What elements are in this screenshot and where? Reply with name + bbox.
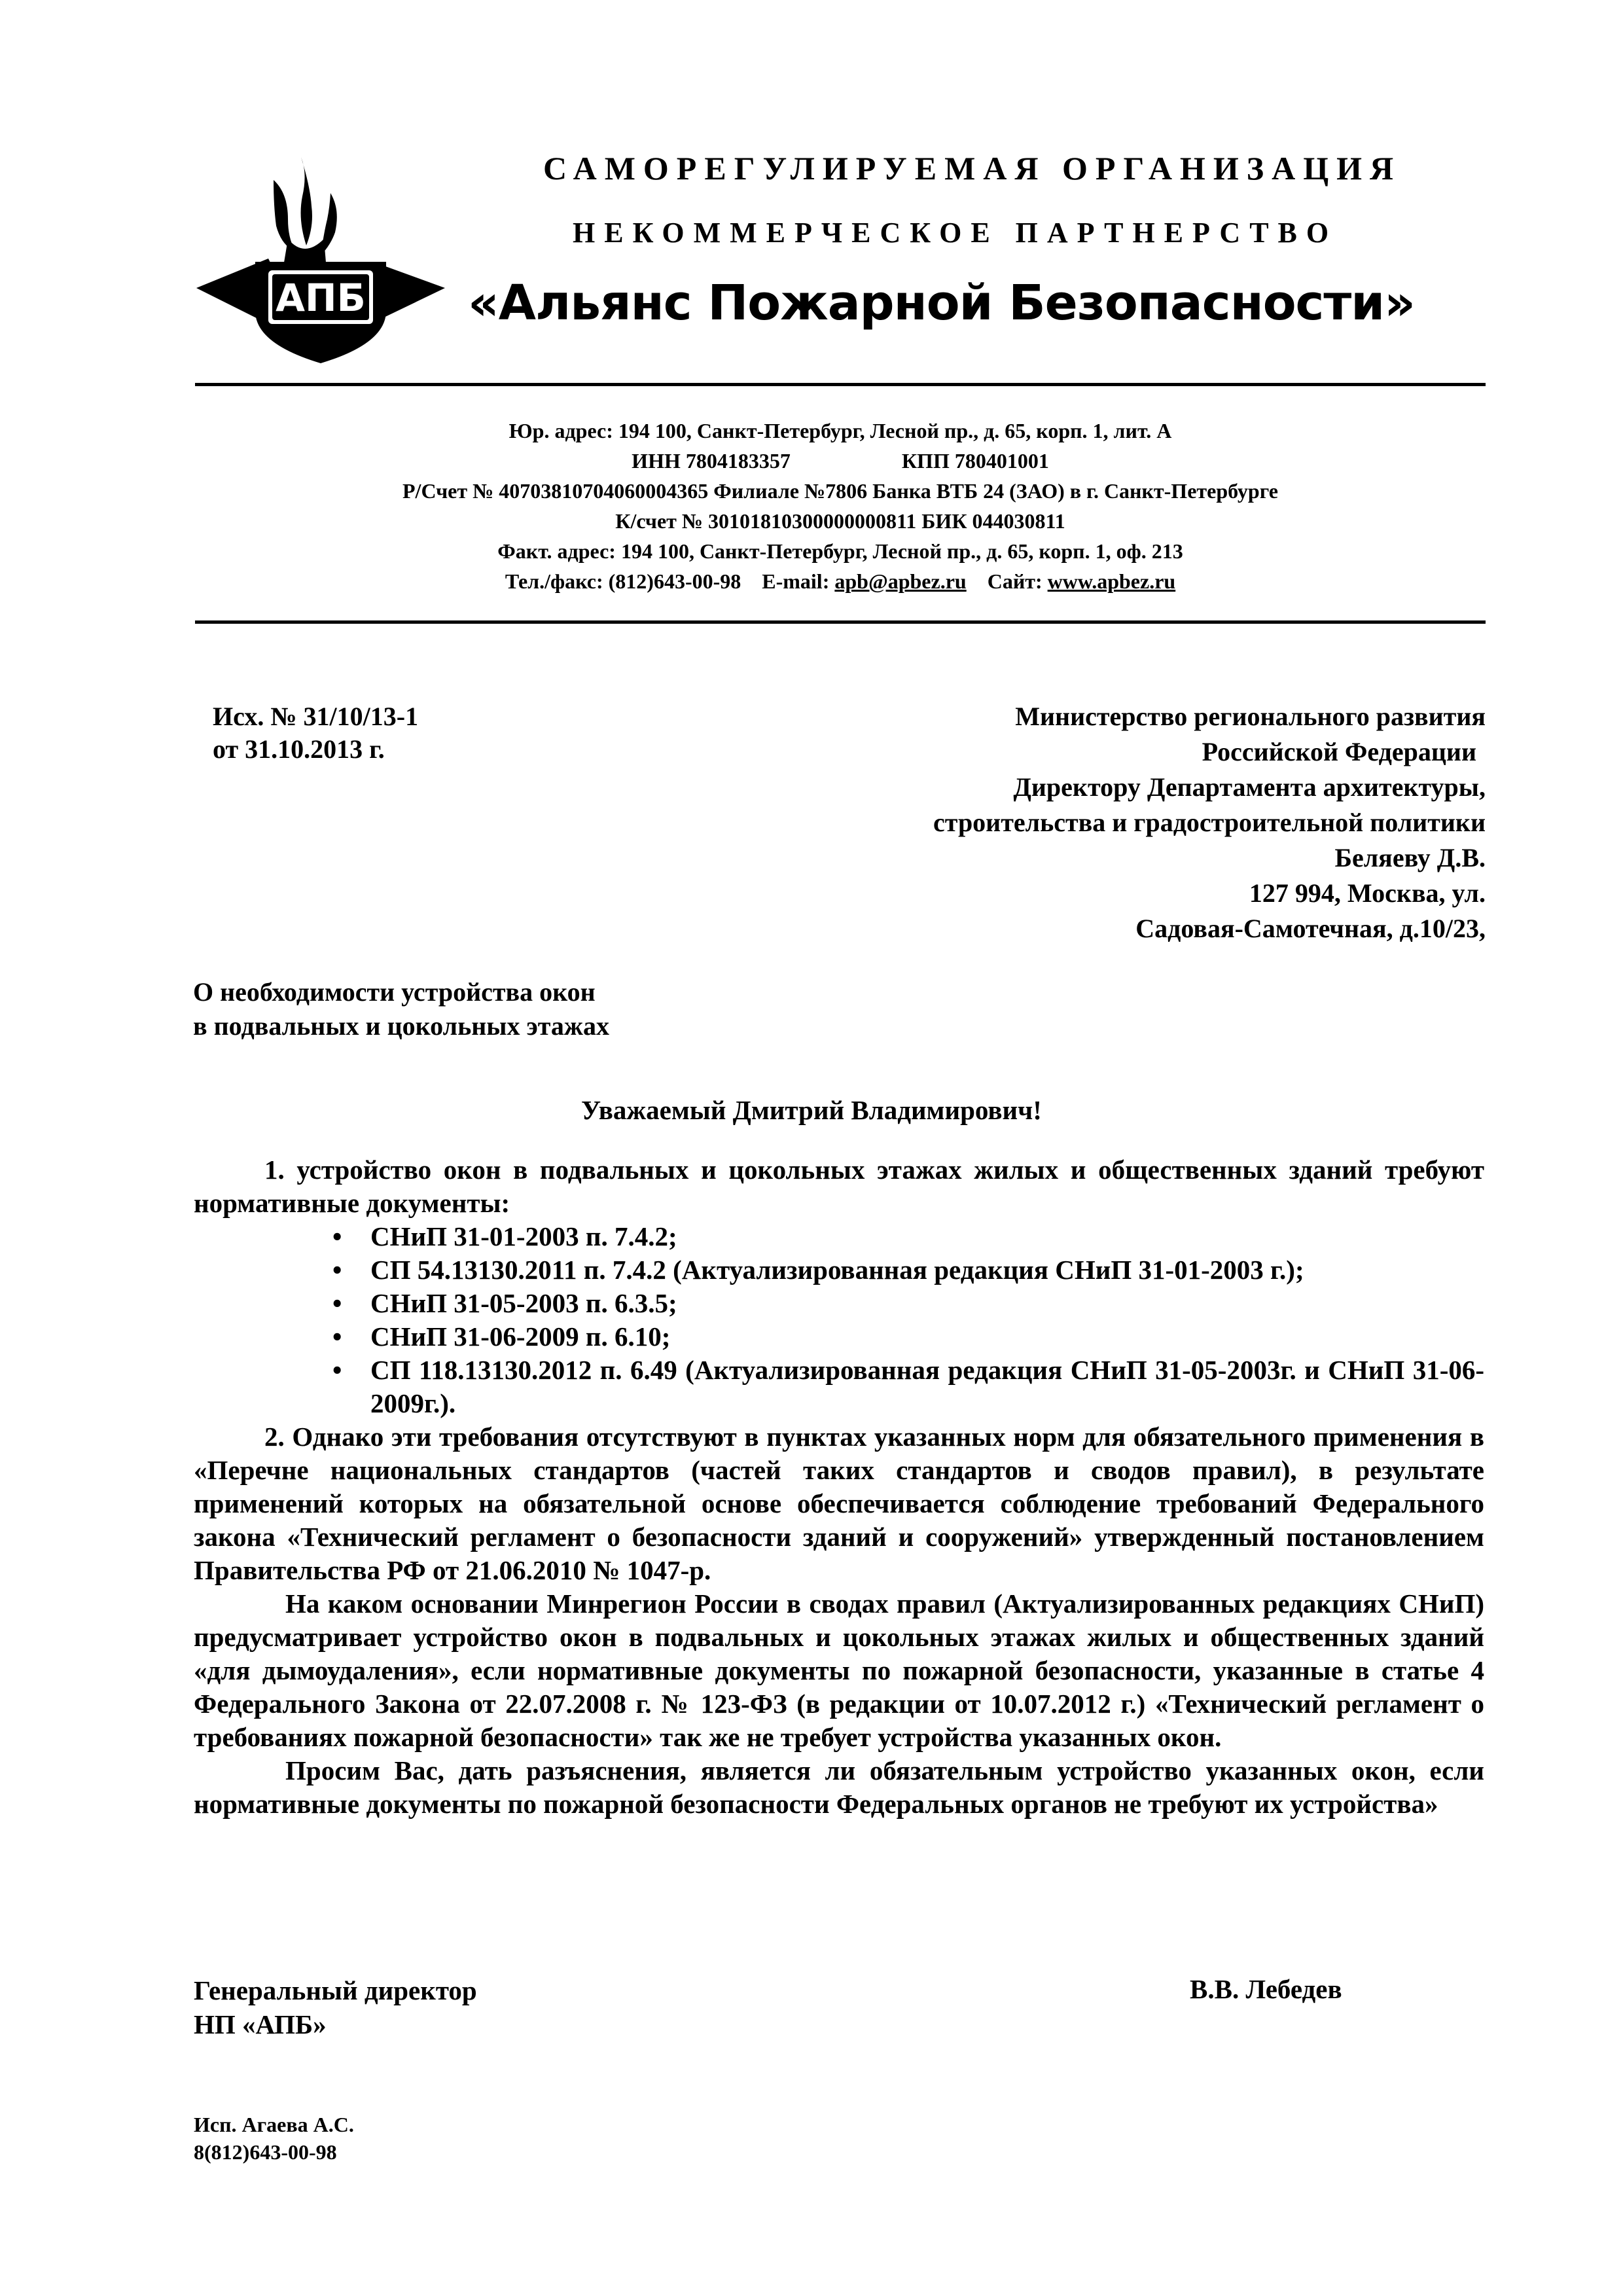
apb-logo-emblem — [190, 147, 452, 370]
greeting: Уважаемый Дмитрий Владимирович! — [581, 1095, 1042, 1125]
addressee-line: Российской Федерации — [1202, 737, 1476, 766]
requisites-corr-account: К/счет № 30101810300000000811 БИК 044030811 — [615, 509, 1065, 533]
letter-subject — [193, 975, 609, 1043]
executor-phone: 8(812)643-00-98 — [194, 2140, 337, 2164]
requisites-inn-kpp — [195, 449, 1486, 473]
email-link[interactable]: apb@apbez.ru — [834, 569, 967, 593]
letter-body — [194, 1153, 1484, 1821]
addressee-line: Беляеву Д.В. — [1334, 843, 1486, 872]
phone-text: Тел./факс: (812)643-00-98 — [505, 569, 741, 593]
org-name: «Альянс Пожарной Безопасности» — [468, 275, 1415, 331]
addressee-line: 127 994, Москва, ул. — [1249, 878, 1486, 908]
requisites-account: Р/Счет № 40703810704060004365 Филиале №7806 Банка ВТБ 24 (ЗАО) в г. Санкт-Петербурге — [402, 479, 1278, 503]
signature-block — [194, 1973, 477, 2041]
outgoing-date: от 31.10.2013 г. — [213, 734, 385, 764]
norms-list — [194, 1220, 1484, 1420]
outgoing-number-block — [213, 700, 418, 766]
paragraph-3: На каком основании Минрегион России в сводах правил (Актуализированных редакциях СНиП) предусматривает устройство окон в подвальных и цокольных этажах жилых и общественных зданий «для дымоудаления», если нормативные документы по пожарной безопасности, указанные в статье 4 Федерального Закона от 22.07.2008 г. № 123-ФЗ (в редакции от 10.07.2012 г.) «Технический регламент о требованиях пожарной безопасности» так же не требует устройства указанных окон. — [194, 1588, 1484, 1752]
paragraph-1: 1. устройство окон в подвальных и цокольных этажах жилых и общественных зданий требуют нормативные документы: — [194, 1155, 1484, 1218]
addressee-line: Садовая-Самотечная, д.10/23, — [1135, 914, 1486, 943]
addressee-line: строительства и градостроительной политики — [933, 808, 1486, 837]
logo-text: АПБ — [276, 276, 366, 320]
requisites-contacts — [195, 569, 1486, 594]
subject-line: О необходимости устройства окон — [193, 977, 596, 1007]
paragraph-2: 2. Однако эти требования отсутствуют в пунктах указанных норм для обязательного применения в «Перечне национальных стандартов (частей таких стандартов и сводов правил), в результате применений которых на обязательной основе обеспечивается соблюдение требований Федерального закона «Технический регламент о безопасности зданий и сооружений» утвержденный постановлением Правительства РФ от 21.06.2010 № 1047-р. — [194, 1422, 1484, 1585]
org-form: НЕКОММЕРЧЕСКОЕ ПАРТНЕРСТВО — [573, 217, 1338, 249]
signer-position: Генеральный директор — [194, 1975, 477, 2005]
outgoing-number: Исх. № 31/10/13-1 — [213, 702, 419, 731]
list-item: • СП 118.13130.2012 п. 6.49 (Актуализированная редакция СНиП 31-05-2003г. и СНиП 31-06-2009г.). — [332, 1355, 1484, 1418]
header-bottom-rule — [195, 620, 1486, 624]
site-link[interactable]: www.apbez.ru — [1047, 569, 1176, 593]
inn-text: ИНН 7804183357 — [632, 449, 791, 473]
requisites-actual-address: Факт. адрес: 194 100, Санкт-Петербург, Лесной пр., д. 65, корп. 1, оф. 213 — [497, 539, 1183, 563]
bullet-icon: • — [332, 1288, 342, 1318]
addressee-line: Министерство регионального развития — [1015, 702, 1486, 731]
addressee-line: Директору Департамента архитектуры, — [1013, 772, 1486, 802]
executor-block — [194, 2111, 354, 2166]
list-item: • СНиП 31-01-2003 п. 7.4.2; — [194, 1220, 1484, 1253]
bullet-icon: • — [332, 1221, 342, 1251]
kpp-text: КПП 780401001 — [901, 449, 1049, 473]
signer-name: В.В. Лебедев — [1190, 1974, 1342, 2004]
list-item: • СП 54.13130.2011 п. 7.4.2 (Актуализированная редакция СНиП 31-01-2003 г.); — [194, 1253, 1484, 1287]
org-type: САМОРЕГУЛИРУЕМАЯ ОРГАНИЗАЦИЯ — [543, 150, 1402, 187]
list-item: • СНиП 31-05-2003 п. 6.3.5; — [194, 1287, 1484, 1320]
list-item: • СНиП 31-06-2009 п. 6.10; — [194, 1320, 1484, 1354]
site-label: Сайт: — [987, 569, 1043, 593]
bullet-icon: • — [332, 1355, 342, 1385]
bullet-icon: • — [332, 1321, 342, 1352]
addressee-block — [933, 699, 1486, 946]
email-label: E-mail: — [762, 569, 830, 593]
subject-line: в подвальных и цокольных этажах — [193, 1011, 609, 1041]
executor-name: Исп. Агаева А.С. — [194, 2113, 354, 2136]
header-top-rule — [195, 383, 1486, 386]
requisites-legal-address: Юр. адрес: 194 100, Санкт-Петербург, Лесной пр., д. 65, корп. 1, лит. А — [508, 419, 1172, 442]
signer-org: НП «АПБ» — [194, 2009, 327, 2039]
paragraph-4: Просим Вас, дать разъяснения, является ли обязательным устройство указанных окон, если нормативные документы по пожарной безопасности Федеральных органов не требуют их устройства» — [194, 1755, 1484, 1819]
bullet-icon: • — [332, 1255, 342, 1285]
